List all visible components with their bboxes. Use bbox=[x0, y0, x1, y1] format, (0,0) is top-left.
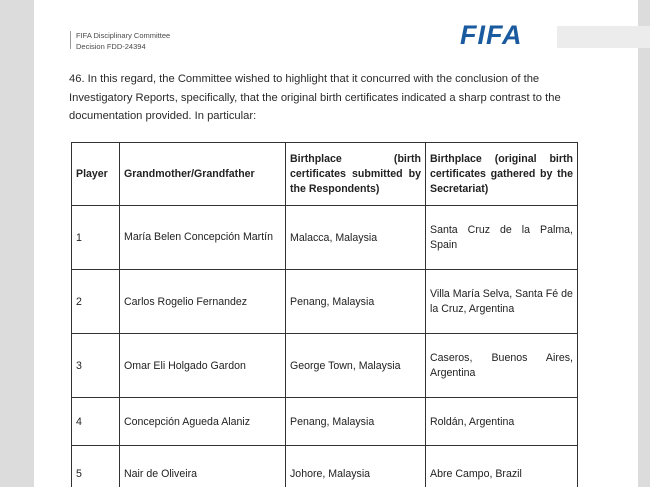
header-birthplace-original-text: Birthplace (original birth certificates gathered by the Secretariat) bbox=[430, 152, 573, 195]
grandparent-name: Omar Eli Holgado Gardon bbox=[120, 334, 286, 398]
table-row bbox=[72, 446, 578, 487]
birthplace-table bbox=[71, 142, 578, 487]
table-row bbox=[72, 270, 578, 334]
grandparent-name: Carlos Rogelio Fernandez bbox=[120, 270, 286, 334]
birthplace-submitted: Johore, Malaysia bbox=[286, 446, 426, 487]
birthplace-original bbox=[426, 334, 578, 398]
birthplace-original bbox=[426, 206, 578, 270]
background-strip bbox=[557, 26, 650, 48]
header-divider bbox=[70, 31, 71, 49]
header-birthplace-submitted-text: Birthplace (birth certificates submitted by the Respondents) bbox=[290, 152, 421, 195]
birthplace-original: Roldán, Argentina bbox=[426, 398, 578, 446]
paragraph-46: 46. In this regard, the Committee wished to highlight that it concurred with the conclusion of the Investigatory Reports, specifically, that the original birth certificates indicated a sharp contrast to the documentation provided. In particular: bbox=[69, 73, 561, 122]
header-player: Player bbox=[72, 143, 120, 206]
birthplace-original-text: Santa Cruz de la Palma, Spain bbox=[430, 223, 573, 251]
table-row bbox=[72, 398, 578, 446]
player-number: 5 bbox=[72, 446, 120, 487]
header-birthplace-submitted bbox=[286, 143, 426, 206]
fifa-logo: FIFA bbox=[460, 20, 523, 50]
birthplace-submitted: George Town, Malaysia bbox=[286, 334, 426, 398]
birthplace-original: Villa María Selva, Santa Fé de la Cruz, Argentina bbox=[426, 270, 578, 334]
player-number: 1 bbox=[72, 206, 120, 270]
player-number: 4 bbox=[72, 398, 120, 446]
table-header-row bbox=[72, 143, 578, 206]
table-row bbox=[72, 334, 578, 398]
document-page bbox=[34, 0, 638, 487]
header-birthplace-original bbox=[426, 143, 578, 206]
birthplace-submitted: Malacca, Malaysia bbox=[286, 206, 426, 270]
grandparent-name: Nair de Oliveira bbox=[120, 446, 286, 487]
table-row bbox=[72, 206, 578, 270]
birthplace-submitted: Penang, Malaysia bbox=[286, 398, 426, 446]
birthplace-submitted: Penang, Malaysia bbox=[286, 270, 426, 334]
player-number: 3 bbox=[72, 334, 120, 398]
committee-name: FIFA Disciplinary Committee bbox=[76, 31, 171, 40]
header-grandparent: Grandmother/Grandfather bbox=[120, 143, 286, 206]
decision-number: Decision FDD-24394 bbox=[76, 42, 146, 51]
grandparent-name bbox=[120, 206, 286, 270]
birthplace-original-text: Caseros, Buenos Aires, Argentina bbox=[430, 351, 573, 379]
grandparent-name: Concepción Agueda Alaniz bbox=[120, 398, 286, 446]
grandparent-name-text: María Belen Concepción Martín bbox=[124, 231, 273, 243]
birthplace-original: Abre Campo, Brazil bbox=[426, 446, 578, 487]
player-number: 2 bbox=[72, 270, 120, 334]
